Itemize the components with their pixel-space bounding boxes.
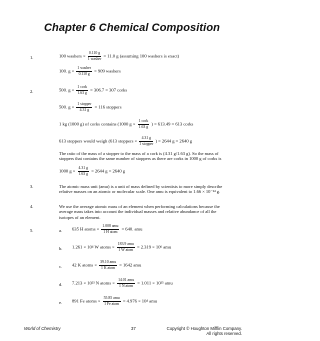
problem-number-5: 5. xyxy=(30,228,34,233)
copyright-line-2: All rights reserved. xyxy=(206,331,242,336)
problem-2-line-b: 500. g × $\frac{\text{1 stopper}}{4.31 g}$ = 116 stoppers xyxy=(59,102,122,112)
problem-number-1: 1. xyxy=(30,55,34,60)
problem-2-line-d: 613 stoppers would weigh (613 stoppers × $\frac{4.31 g}{\text{1 stopper}}$ ) = 2644 g = 2640 g xyxy=(59,136,193,146)
fraction: $\frac{\text{1 washer}}{0.110 g}$ xyxy=(77,66,91,76)
fraction: $\frac{\text{14.01 amu}}{\text{1 N atom}}$ xyxy=(118,278,135,288)
problem-number-4: 4. xyxy=(30,204,34,209)
fraction: $\frac{\text{183.9 amu}}{\text{1 W atom}}$ xyxy=(117,242,134,252)
problem-5-letter-b: b. xyxy=(59,246,63,251)
problem-1-line-b: 100. g × $\frac{\text{1 washer}}{0.110 g}$ = 909 washers xyxy=(59,66,121,76)
fraction: $\frac{\text{55.85 amu}}{\text{1 Fe atom}}$ xyxy=(103,296,120,306)
problem-5-item-c: 42 K atoms × $\frac{\text{39.10 amu}}{\text{1 K atom}}$ = 1642 amu xyxy=(72,260,142,270)
footer-book-title: World of Chemistry xyxy=(24,326,61,331)
problem-5-item-a: 635 H atoms × $\frac{\text{1.008 amu}}{\text{1 H atom}}$ = 640. amu xyxy=(72,224,143,234)
problem-5-item-b: 1.261 × 10⁴ W atoms × $\frac{\text{183.9 amu}}{\text{1 W atom}}$ = 2.319 × 10⁶ amu xyxy=(72,242,172,252)
problem-1-line-a: 100 washers × $\frac{0.110 g}{\text{1 washer}}$ = 11.0 g (assuming 100 washers is exact) xyxy=(59,51,180,61)
fraction: $\frac{\text{1 cork}}{1.63 g}$ xyxy=(77,85,87,95)
fraction: $\frac{0.110 g}{\text{1 washer}}$ xyxy=(87,51,102,61)
problem-5-item-e: 891 Fe atoms × $\frac{\text{55.85 amu}}{\text{1 Fe atom}}$ = 4.976 × 10⁴ amu xyxy=(72,296,158,306)
footer-page-number: 37 xyxy=(131,326,136,331)
fraction: $\frac{4.31 g}{1.63 g}$ xyxy=(78,166,89,176)
page-title: Chapter 6 Chemical Composition xyxy=(44,22,220,34)
fraction: $\frac{\text{1.008 amu}}{\text{1 H atom}}$ xyxy=(102,224,119,234)
fraction: $\frac{4.31 g}{\text{1 stopper}}$ xyxy=(139,136,154,146)
problem-2-line-a: 500. g × $\frac{\text{1 cork}}{1.63 g}$ = 306.7 = 307 corks xyxy=(59,85,128,95)
problem-5-letter-d: d. xyxy=(59,282,63,287)
problem-4-text: We use the average atomic mass of an element when performing calculations because the average mass takes into account the individual masses and relative abundance of all the isotopes of an element. xyxy=(59,204,220,220)
problem-number-3: 3. xyxy=(30,184,34,189)
problem-5-letter-e: e. xyxy=(59,300,63,305)
problem-number-2: 2. xyxy=(30,89,34,94)
footer-copyright xyxy=(167,326,242,336)
problem-5-letter-c: c. xyxy=(59,264,63,269)
problem-5-letter-a: a. xyxy=(59,228,63,233)
fraction: $\frac{\text{1 cork}}{1.63 g}$ xyxy=(138,119,149,129)
fraction: $\frac{\text{1 stopper}}{4.31 g}$ xyxy=(77,102,92,112)
copyright-line-1: Copyright © Houghton Mifflin Company. xyxy=(166,326,242,331)
problem-3-text: The atomic mass unit (amu) is a unit of mass defined by scientists to more simply describe relative masses on an atomic or molecular scale. One amu is equivalent to 1.66 × 10⁻²⁴ g. xyxy=(59,184,223,195)
problem-2-line-e: 1000 g × $\frac{4.31 g}{1.63 g}$ = 2644 g = 2640 g xyxy=(59,166,126,176)
fraction: $\frac{\text{39.10 amu}}{\text{1 K atom}}$ xyxy=(100,260,117,270)
problem-5-item-d: 7.213 × 10²³ N atoms × $\frac{\text{14.01 amu}}{\text{1 N atom}}$ = 1.011 × 10²⁵ amu xyxy=(72,278,173,288)
problem-2-line-c: 1 kg (1000 g) of corks contains (1000 g × $\frac{\text{1 cork}}{1.63 g}$ ) = 613.49 = 613 corks xyxy=(59,119,194,129)
problem-2-paragraph: The ratio of the mass of a stopper to the mass of a cork is (4.31 g/1.63 g). So the mass of stoppers that contains the same number of stoppers as there are corks in 1000 g of corks is xyxy=(59,151,222,162)
